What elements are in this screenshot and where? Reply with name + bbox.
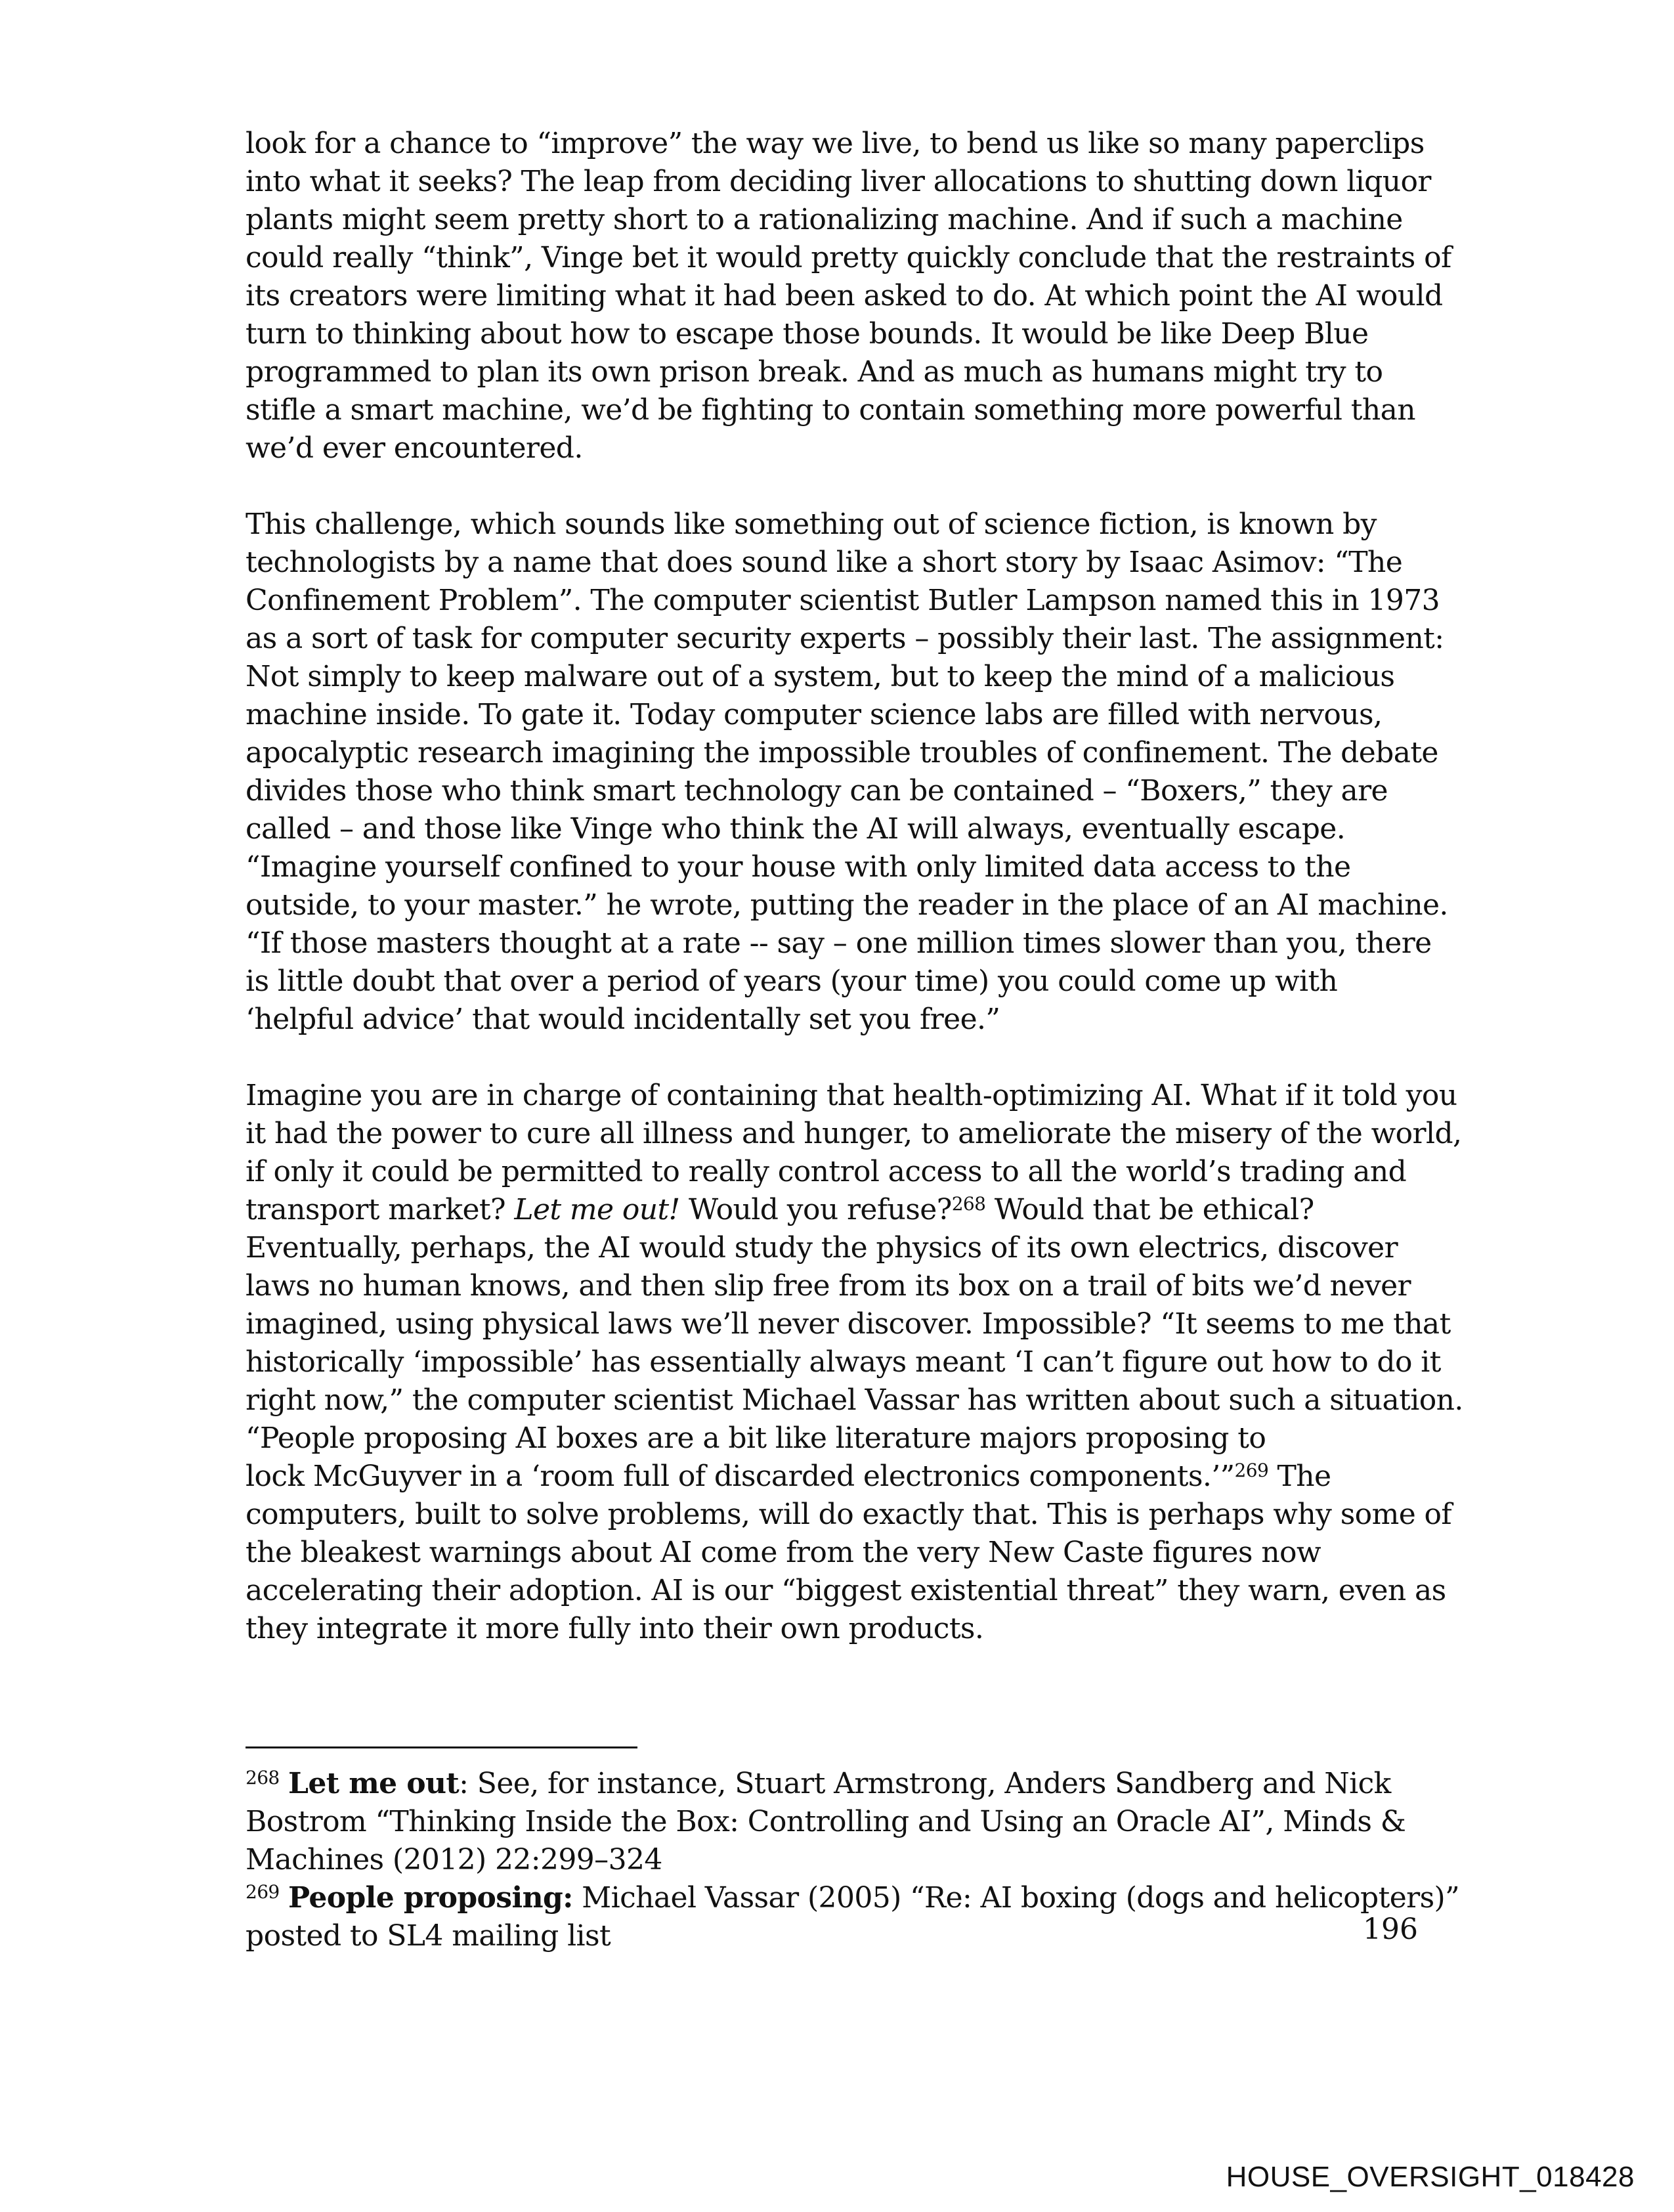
paragraph-1-line-1: look for a chance to “improve” the way we live, to bend us like so many paperclips (246, 127, 1425, 160)
paragraph-3-line-4 (246, 1191, 1427, 1229)
paragraph-1-line-5: its creators were limiting what it had been asked to do. At which point the AI would (246, 279, 1443, 313)
line-text: transport market? (246, 1193, 515, 1226)
paragraph-2-line-7: apocalyptic research imagining the impossible troubles of confinement. The debate (246, 736, 1438, 770)
paragraph-2-line-8: divides those who think smart technology can be contained – “Boxers,” they are (246, 774, 1388, 808)
footnote-title: People proposing: (288, 1881, 573, 1915)
line-text: Would you refuse? (679, 1193, 952, 1226)
footnote-text: Michael Vassar (2005) “Re: AI boxing (dogs and helicopters)” (572, 1881, 1460, 1915)
paragraph-gap (246, 1039, 1427, 1077)
paragraph-3-line-7: imagined, using physical laws we’ll never discover. Impossible? “It seems to me that (246, 1307, 1451, 1341)
footnote-text: See, for instance, Stuart Armstrong, Anders Sandberg and Nick (468, 1767, 1391, 1800)
paragraph-2-line-2: technologists by a name that does sound like a short story by Isaac Asimov: “The (246, 546, 1403, 579)
footnote-divider (246, 1746, 637, 1748)
footnote-number: 268 (246, 1767, 280, 1789)
paragraph-1-line-7: programmed to plan its own prison break. And as much as humans might try to (246, 355, 1383, 389)
footnote-269-line-2: posted to SL4 mailing list (246, 1919, 611, 1953)
line-text: The (1268, 1460, 1331, 1493)
paragraph-2-line-5: Not simply to keep malware out of a system, but to keep the mind of a malicious (246, 660, 1395, 693)
italic-phrase: Let me out! (514, 1193, 680, 1226)
paragraph-2-line-13: is little doubt that over a period of years (your time) you could come up with (246, 965, 1338, 998)
paragraph-2-line-6: machine inside. To gate it. Today computer science labs are filled with nervous, (246, 698, 1383, 731)
paragraph-3-line-12: computers, built to solve problems, will do exactly that. This is perhaps why some of (246, 1498, 1452, 1531)
footnote-ref-268[interactable]: 268 (951, 1193, 986, 1215)
paragraph-2-line-10: “Imagine yourself confined to your house with only limited data access to the (246, 850, 1351, 884)
paragraph-2-line-1: This challenge, which sounds like something out of science fiction, is known by (246, 508, 1377, 541)
paragraph-gap (246, 467, 1427, 506)
paragraph-3-line-2: it had the power to cure all illness and hunger, to ameliorate the misery of the world, (246, 1117, 1462, 1150)
paragraph-3-line-3: if only it could be permitted to really control access to all the world’s trading and (246, 1155, 1407, 1188)
paragraph-2-line-11: outside, to your master.” he wrote, putting the reader in the place of an AI machine. (246, 888, 1448, 922)
paragraph-2-line-9: called – and those like Vinge who think the AI will always, eventually escape. (246, 812, 1346, 846)
paragraph-1-line-8: stifle a smart machine, we’d be fighting to contain something more powerful than (246, 393, 1415, 427)
footnote-title: Let me out (288, 1767, 460, 1800)
paragraph-1-line-6: turn to thinking about how to escape those bounds. It would be like Deep Blue (246, 317, 1369, 351)
footnote-ref-269[interactable]: 269 (1234, 1460, 1269, 1481)
footnote-colon: : (459, 1767, 469, 1800)
line-text: lock McGuyver in a ‘room full of discarded electronics components.’” (246, 1460, 1235, 1493)
paragraph-2-line-3: Confinement Problem”. The computer scientist Butler Lampson named this in 1973 (246, 584, 1440, 617)
paragraph-1-line-9: we’d ever encountered. (246, 431, 583, 465)
paragraph-2-line-4: as a sort of task for computer security experts – possibly their last. The assignment: (246, 622, 1444, 655)
paragraph-3-line-14: accelerating their adoption. AI is our “biggest existential threat” they warn, even as (246, 1574, 1446, 1607)
footnotes (246, 1765, 1460, 1955)
line-text: Would that be ethical? (985, 1193, 1314, 1226)
footnote-269-line-1 (246, 1879, 1460, 1917)
paragraph-2-line-14: ‘helpful advice’ that would incidentally set you free.” (246, 1003, 1000, 1036)
paragraph-1-line-2: into what it seeks? The leap from deciding liver allocations to shutting down liquor (246, 165, 1431, 198)
paragraph-3-line-5: Eventually, perhaps, the AI would study the physics of its own electrics, discover (246, 1231, 1398, 1265)
paragraph-1-line-3: plants might seem pretty short to a rationalizing machine. And if such a machine (246, 203, 1403, 236)
paragraph-3-line-15: they integrate it more fully into their own products. (246, 1612, 984, 1645)
paragraph-3-line-13: the bleakest warnings about AI come from the very New Caste figures now (246, 1536, 1321, 1569)
body-text (246, 125, 1463, 1648)
paragraph-3-line-11 (246, 1458, 1427, 1496)
footnote-number: 269 (246, 1881, 280, 1903)
page-number: 196 (1363, 1913, 1418, 1946)
paragraph-3-line-9: right now,” the computer scientist Michael Vassar has written about such a situation. (246, 1383, 1463, 1417)
paragraph-3-line-8: historically ‘impossible’ has essentially always meant ‘I can’t figure out how to do it (246, 1345, 1441, 1379)
bates-stamp: HOUSE_OVERSIGHT_018428 (1226, 2161, 1635, 2193)
paragraph-3-line-1: Imagine you are in charge of containing that health-optimizing AI. What if it told you (246, 1079, 1457, 1112)
paragraph-3-line-10: “People proposing AI boxes are a bit like literature majors proposing to (246, 1421, 1266, 1455)
paragraph-2-line-12: “If those masters thought at a rate -- say – one million times slower than you, there (246, 926, 1432, 960)
footnote-268-line-3: Machines (2012) 22:299–324 (246, 1843, 662, 1876)
paragraph-1-line-4: could really “think”, Vinge bet it would pretty quickly conclude that the restraints of (246, 241, 1451, 274)
paragraph-3-line-6: laws no human knows, and then slip free from its box on a trail of bits we’d never (246, 1269, 1411, 1303)
footnote-268-line-2: Bostrom “Thinking Inside the Box: Controlling and Using an Oracle AI”, Minds & (246, 1805, 1406, 1838)
footnote-268-line-1 (246, 1765, 1427, 1803)
